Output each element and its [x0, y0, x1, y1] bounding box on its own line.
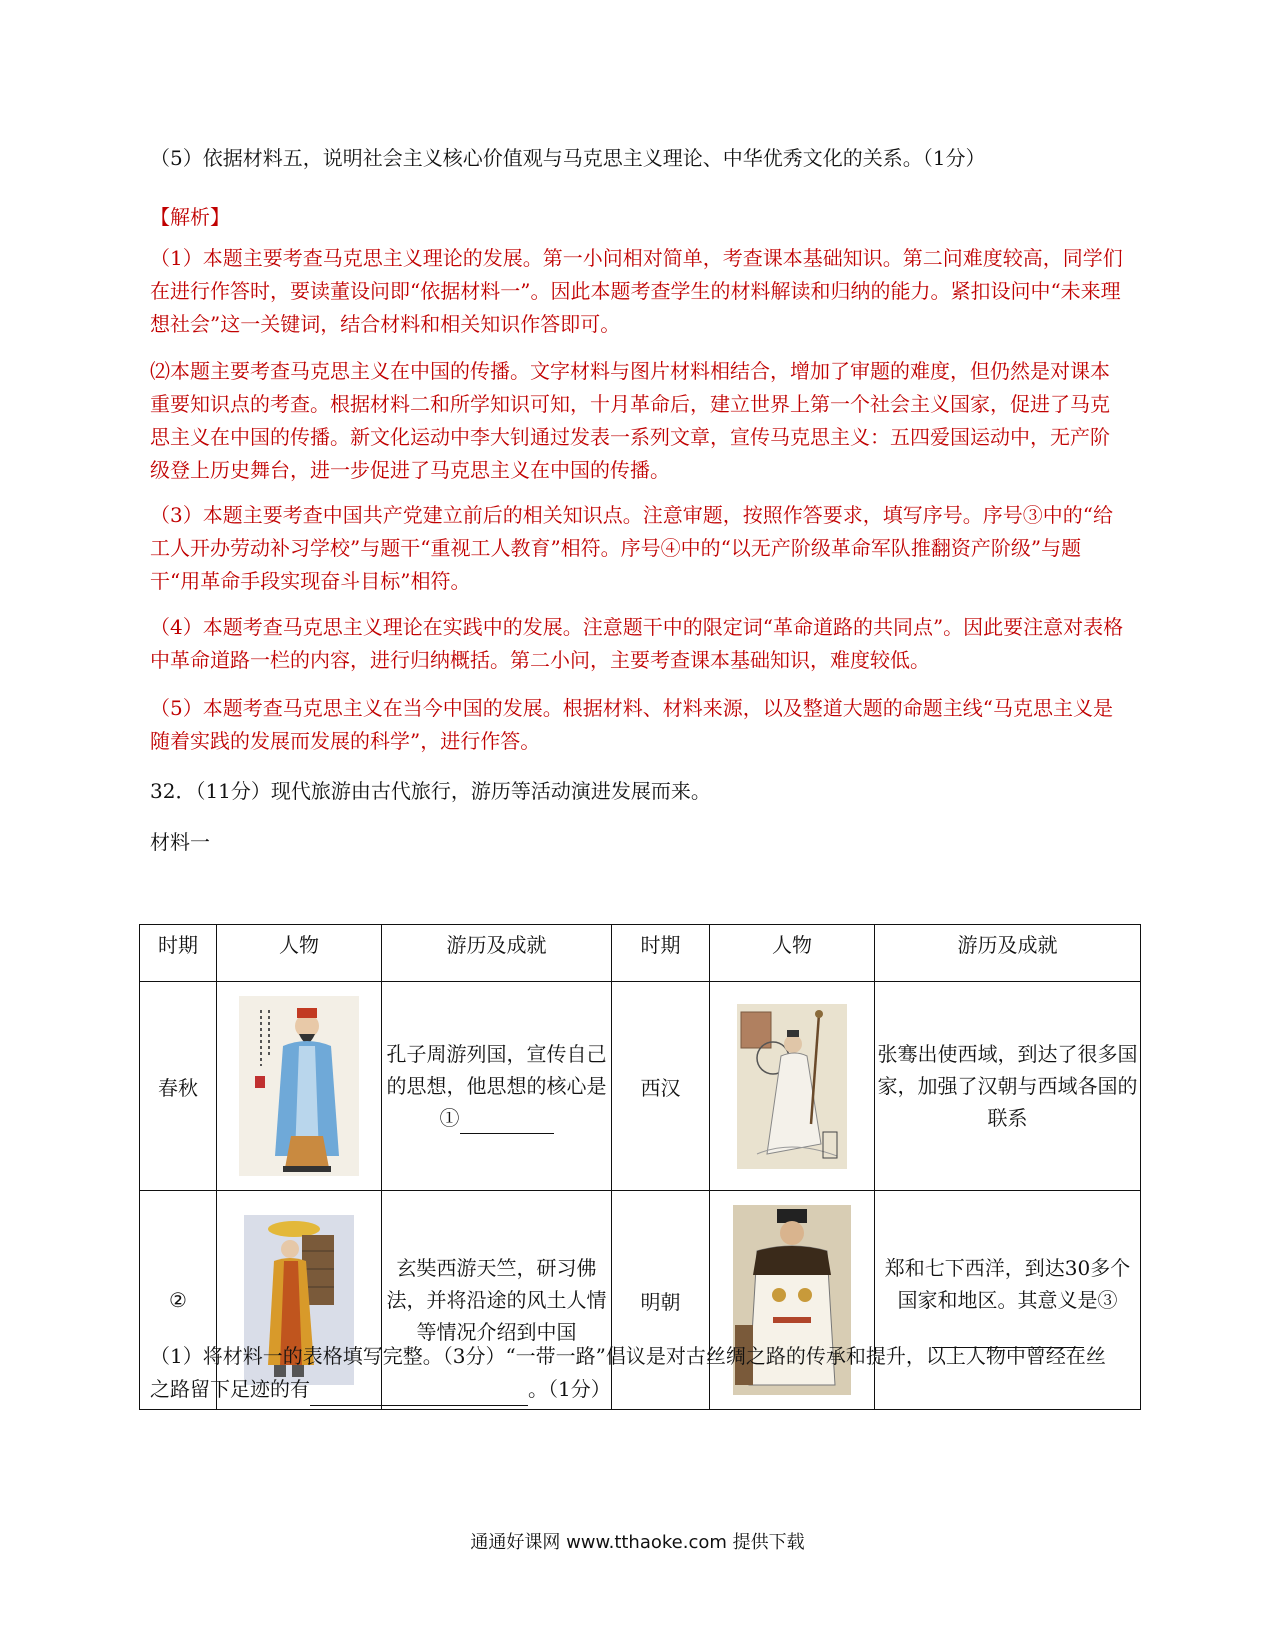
question-5: （5）依据材料五，说明社会主义核心价值观与马克思主义理论、中华优秀文化的关系。（1分） — [150, 146, 986, 170]
question-32-1 — [150, 1340, 1125, 1406]
analysis-paragraph-2: ⑵本题主要考查马克思主义在中国的传播。文字材料与图片材料相结合，增加了审题的难度，但仍然是对课本重要知识点的考查。根据材料二和所学知识可知，十月革命后，建立世界上第一个社会主义国家，促进了马克思主义在中国的传播。新文化运动中李大钊通过发表一系列文章，宣传马克思主义：五四爱国运动中，无产阶级登上历史舞台，进一步促进了马克思主义在中国的传播。 — [150, 359, 1110, 482]
question-32-1-score: 。（1分） — [528, 1377, 611, 1401]
analysis-paragraph-1: （1）本题主要考查马克思主义理论的发展。第一小问相对简单，考查课本基础知识。第二问难度较高，同学们在进行作答时，要读董设问即“依据材料一”。因此本题考查学生的材料解读和归纳的能力。紧扣设问中“未来理想社会”这一关键词，结合材料和相关知识作答即可。 — [150, 246, 1123, 336]
zheng-he-description: 郑和七下西洋，到达30多个国家和地区。其意义是③ — [884, 1256, 1131, 1312]
period-cell: 春秋 — [140, 982, 217, 1191]
analysis-paragraph-5: （5）本题考查马克思主义在当今中国的发展。根据材料、材料来源，以及整道大题的命题主线“马克思主义是随着实践的发展而发展的科学”，进行作答。 — [150, 696, 1113, 753]
material-table — [139, 924, 1141, 1410]
header-travel-1: 游历及成就 — [382, 925, 612, 982]
footer-download-note: 通通好课网 www.tthaoke.com 提供下载 — [470, 1532, 805, 1553]
table-header-row — [140, 925, 1141, 982]
confucius-portrait — [239, 996, 359, 1176]
description-cell: 张骞出使西域，到达了很多国家，加强了汉朝与西域各国的联系 — [875, 982, 1141, 1191]
zhang-qian-stamp — [737, 1004, 847, 1169]
period-cell: 西汉 — [612, 982, 710, 1191]
header-person-1: 人物 — [217, 925, 382, 982]
header-period-1: 时期 — [140, 925, 217, 982]
answer-blank-silk-road[interactable] — [310, 1381, 528, 1406]
analysis-label: 【解析】 — [150, 205, 230, 229]
portrait-cell — [710, 982, 875, 1191]
header-period-2: 时期 — [612, 925, 710, 982]
analysis-paragraph-4: （4）本题考查马克思主义理论在实践中的发展。注意题干中的限定词“革命道路的共同点”。因此要注意对表格中革命道路一栏的内容，进行归纳概括。第二小问，主要考查课本基础知识，难度较低。 — [150, 615, 1124, 672]
table-row — [140, 982, 1141, 1191]
header-travel-2: 游历及成就 — [875, 925, 1141, 982]
confucius-description: 孔子周游列国，宣传自己的思想，他思想的核心是① — [386, 1042, 607, 1130]
material-label: 材料一 — [150, 830, 210, 854]
description-cell — [382, 982, 612, 1191]
description-cell: 玄奘西游天竺，研习佛法，并将沿途的风土人情等情况介绍到中国 — [382, 1191, 612, 1410]
period-cell: 明朝 — [612, 1191, 710, 1410]
question-32-1-text: （1）将材料一的表格填写完整。（3分）“一带一路”倡议是对古丝绸之路的传承和提升，以上人物中曾经在丝之路留下足迹的有 — [150, 1344, 1106, 1401]
analysis-paragraph-3: （3）本题主要考查中国共产党建立前后的相关知识点。注意审题，按照作答要求，填写序号。序号③中的“给工人开办劳动补习学校”与题干“重视工人教育”相符。序号④中的“以无产阶级革命军队推翻资产阶级”与题干“用革命手段实现奋斗目标”相符。 — [150, 503, 1113, 593]
question-32: 32．（11分）现代旅游由古代旅行，游历等活动演进发展而来。 — [150, 779, 711, 803]
portrait-cell — [217, 982, 382, 1191]
answer-blank-1[interactable] — [460, 1109, 554, 1134]
period-cell: ② — [140, 1191, 217, 1410]
header-person-2: 人物 — [710, 925, 875, 982]
